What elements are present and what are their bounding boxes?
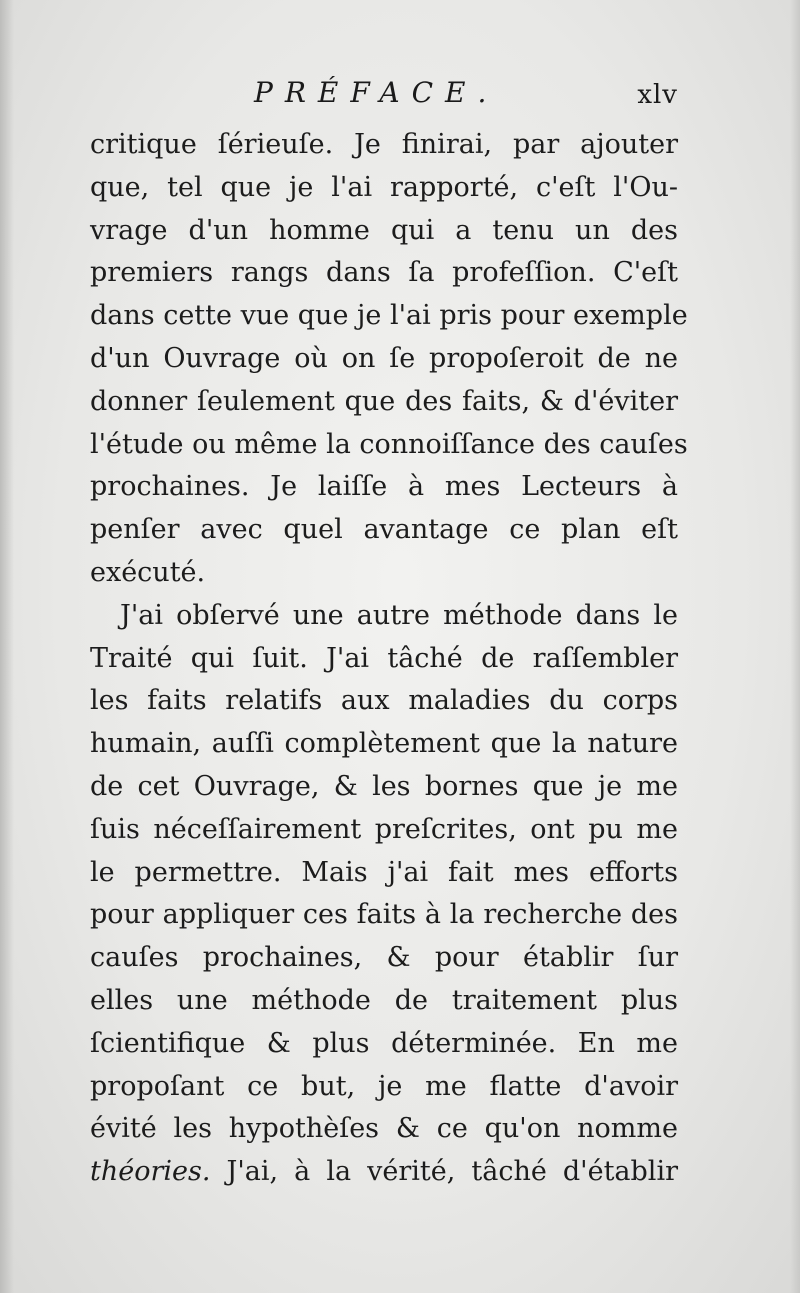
text-line: évité les hypothèſes & ce qu'on nomme <box>90 1113 678 1145</box>
italic-word: théories. <box>90 1156 211 1188</box>
text-line-rest: J'ai, à la vérité, tâché d'établir <box>226 1156 678 1188</box>
text-line: pour appliquer ces faits à la recherche des <box>90 899 678 931</box>
text-line: ſuis néceſſairement preſcrites, ont pu me <box>90 813 678 845</box>
text-line: cauſes prochaines, & pour établir ſur <box>90 942 678 974</box>
text-line: dans cette vue que je l'ai pris pour exemple <box>90 300 688 332</box>
page-edge-shadow-right <box>790 0 800 1293</box>
text-line: vrage d'un homme qui a tenu un des <box>90 214 678 246</box>
page-edge-shadow-left <box>0 0 14 1293</box>
text-line: que, tel que je l'ai rapporté, c'eſt l'Ou- <box>90 171 678 203</box>
paragraph-first-line: J'ai obſervé une autre méthode dans le <box>120 599 678 631</box>
text-line: ſcientifique & plus déterminée. En me <box>90 1027 678 1059</box>
text-line: humain, auſſi complètement que la nature <box>90 728 678 760</box>
text-line: de cet Ouvrage, & les bornes que je me <box>90 770 678 802</box>
text-line: l'étude ou même la connoiſſance des cauſes <box>90 428 688 460</box>
text-line: les faits relatifs aux maladies du corps <box>90 685 678 717</box>
text-line: d'un Ouvrage où on ſe propoſeroit de ne <box>90 342 678 374</box>
text-line: prochaines. Je laiſſe à mes Lecteurs à <box>90 471 678 503</box>
text-line: exécuté. <box>90 556 206 588</box>
text-line: penſer avec quel avantage ce plan eſt <box>90 514 678 546</box>
text-line: premiers rangs dans ſa profeſſion. C'eſt <box>90 257 678 289</box>
text-line: donner ſeulement que des faits, & d'éviter <box>90 385 678 417</box>
running-title: PRÉFACE. <box>254 76 499 109</box>
text-line: Traité qui ſuit. J'ai tâché de raſſembler <box>90 642 678 674</box>
page-header <box>90 76 678 116</box>
text-line: elles une méthode de traitement plus <box>90 984 678 1016</box>
text-line: propoſant ce but, je me flatte d'avoir <box>90 1070 678 1102</box>
text-line: critique ſérieuſe. Je finirai, par ajouter <box>90 129 678 160</box>
body-text <box>90 124 688 1194</box>
text-line: le permettre. Mais j'ai fait mes efforts <box>90 856 678 888</box>
text-line <box>90 1151 678 1194</box>
page-number: xlv <box>637 80 678 110</box>
